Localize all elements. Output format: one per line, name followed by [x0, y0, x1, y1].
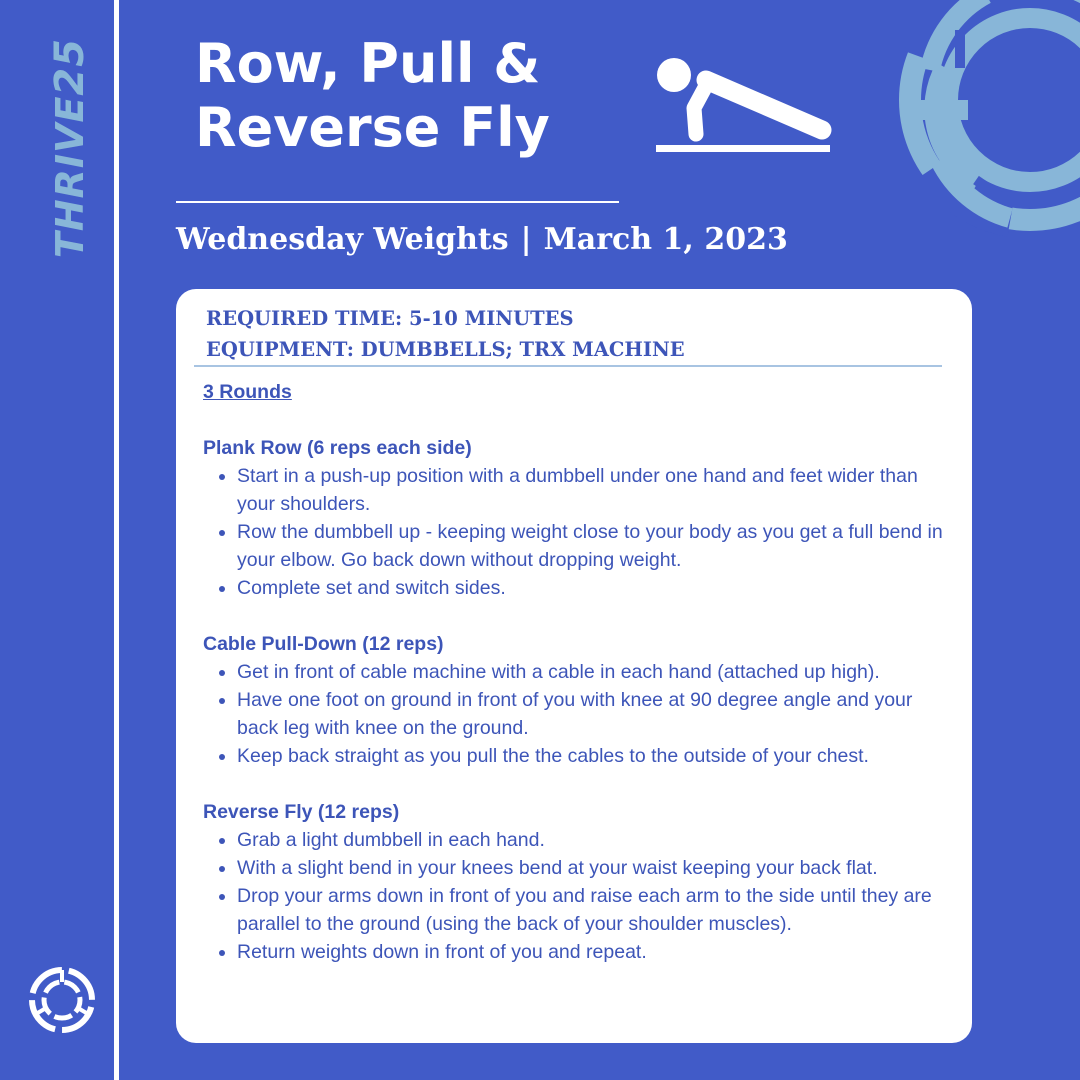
step-item: • Keep back straight as you pull the the cables to the outside of your chest. — [237, 742, 953, 770]
step-item: • Drop your arms down in front of you and raise each arm to the side until they are parallel to the ground (using the back of your shoulder muscles). — [237, 882, 953, 938]
title-line-1: Row, Pull & — [195, 32, 541, 95]
exercise-steps — [203, 826, 953, 966]
title-line-2: Reverse Fly — [195, 96, 550, 159]
subtitle-day: Wednesday Weights — [176, 222, 509, 257]
step-item: • Row the dumbbell up - keeping weight close to your body as you get a full bend in your elbow. Go back down without dropping weight. — [237, 518, 953, 574]
exercise-title: Reverse Fly (12 reps) — [203, 801, 400, 823]
rounds-label: 3 Rounds — [203, 381, 292, 403]
step-item: • Start in a push-up position with a dumbbell under one hand and feet wider than your shoulders. — [237, 462, 953, 518]
step-item: • Have one foot on ground in front of you with knee at 90 degree angle and your back leg with knee on the ground. — [237, 686, 953, 742]
brand-prefix: THRIVE — [48, 95, 92, 259]
pushup-icon — [650, 50, 835, 160]
required-time: REQUIRED TIME: 5-10 MINUTES — [206, 307, 574, 330]
brand-wordmark — [47, 38, 93, 258]
subtitle — [176, 222, 788, 257]
workout-content — [203, 378, 953, 966]
exercise-title: Plank Row (6 reps each side) — [203, 437, 472, 459]
equipment: EQUIPMENT: DUMBBELLS; TRX MACHINE — [206, 338, 685, 361]
step-item: • Get in front of cable machine with a cable in each hand (attached up high). — [237, 658, 953, 686]
exercise-steps — [203, 462, 953, 602]
step-item: • With a slight bend in your knees bend at your waist keeping your back flat. — [237, 854, 953, 882]
page-title — [195, 32, 615, 160]
brand-number: 25 — [47, 37, 93, 96]
workout-card — [176, 289, 972, 1043]
workout-meta — [206, 303, 685, 365]
step-item: • Return weights down in front of you and repeat. — [237, 938, 953, 966]
subtitle-date: March 1, 2023 — [543, 222, 788, 257]
step-item: • Grab a light dumbbell in each hand. — [237, 826, 953, 854]
exercise-title: Cable Pull-Down (12 reps) — [203, 633, 444, 655]
exercise-steps — [203, 658, 953, 770]
step-item: • Complete set and switch sides. — [237, 574, 953, 602]
subtitle-separator: | — [520, 222, 532, 257]
title-divider — [176, 201, 619, 203]
card-divider — [194, 365, 942, 367]
brand-knot-logo-icon — [860, 0, 1080, 260]
side-divider — [114, 0, 119, 1080]
brand-knot-logo-icon — [26, 964, 98, 1036]
